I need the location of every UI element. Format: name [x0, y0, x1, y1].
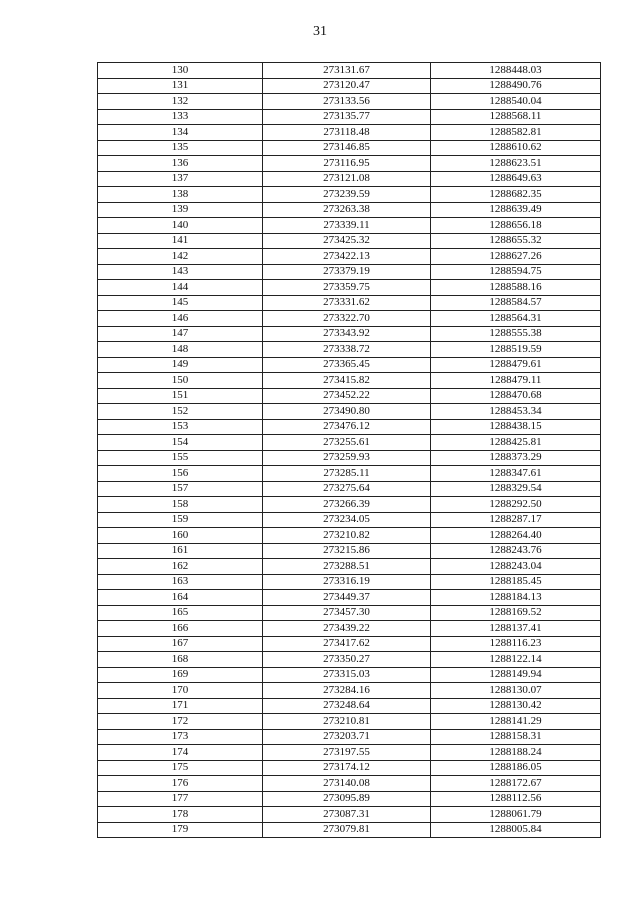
point-number-cell: 149	[98, 357, 263, 373]
x-coordinate-cell: 273322.70	[263, 311, 431, 327]
table-row	[98, 776, 601, 792]
y-coordinate-cell: 1288130.42	[431, 698, 601, 714]
point-number-cell: 134	[98, 125, 263, 141]
x-coordinate-cell: 273452.22	[263, 388, 431, 404]
x-coordinate-cell: 273315.03	[263, 667, 431, 683]
point-number-cell: 136	[98, 156, 263, 172]
point-number-cell: 132	[98, 94, 263, 110]
table-row	[98, 125, 601, 141]
point-number-cell: 137	[98, 171, 263, 187]
x-coordinate-cell: 273417.62	[263, 636, 431, 652]
point-number-cell: 160	[98, 528, 263, 544]
y-coordinate-cell: 1288169.52	[431, 605, 601, 621]
y-coordinate-cell: 1288623.51	[431, 156, 601, 172]
y-coordinate-cell: 1288627.26	[431, 249, 601, 265]
table-row	[98, 218, 601, 234]
x-coordinate-cell: 273285.11	[263, 466, 431, 482]
point-number-cell: 170	[98, 683, 263, 699]
x-coordinate-cell: 273234.05	[263, 512, 431, 528]
y-coordinate-cell: 1288555.38	[431, 326, 601, 342]
x-coordinate-cell: 273121.08	[263, 171, 431, 187]
y-coordinate-cell: 1288519.59	[431, 342, 601, 358]
table-row	[98, 714, 601, 730]
table-row	[98, 373, 601, 389]
y-coordinate-cell: 1288682.35	[431, 187, 601, 203]
point-number-cell: 153	[98, 419, 263, 435]
point-number-cell: 178	[98, 807, 263, 823]
point-number-cell: 163	[98, 574, 263, 590]
table-row	[98, 156, 601, 172]
y-coordinate-cell: 1288172.67	[431, 776, 601, 792]
x-coordinate-cell: 273379.19	[263, 264, 431, 280]
y-coordinate-cell: 1288061.79	[431, 807, 601, 823]
x-coordinate-cell: 273350.27	[263, 652, 431, 668]
x-coordinate-cell: 273266.39	[263, 497, 431, 513]
x-coordinate-cell: 273116.95	[263, 156, 431, 172]
point-number-cell: 179	[98, 822, 263, 838]
point-number-cell: 158	[98, 497, 263, 513]
table-row	[98, 63, 601, 79]
y-coordinate-cell: 1288329.54	[431, 481, 601, 497]
table-row	[98, 280, 601, 296]
point-number-cell: 172	[98, 714, 263, 730]
table-row	[98, 807, 601, 823]
y-coordinate-cell: 1288186.05	[431, 760, 601, 776]
y-coordinate-cell: 1288141.29	[431, 714, 601, 730]
y-coordinate-cell: 1288568.11	[431, 109, 601, 125]
x-coordinate-cell: 273449.37	[263, 590, 431, 606]
y-coordinate-cell: 1288564.31	[431, 311, 601, 327]
y-coordinate-cell: 1288347.61	[431, 466, 601, 482]
table-row	[98, 264, 601, 280]
x-coordinate-cell: 273359.75	[263, 280, 431, 296]
x-coordinate-cell: 273425.32	[263, 233, 431, 249]
y-coordinate-cell: 1288656.18	[431, 218, 601, 234]
point-number-cell: 173	[98, 729, 263, 745]
y-coordinate-cell: 1288188.24	[431, 745, 601, 761]
x-coordinate-cell: 273079.81	[263, 822, 431, 838]
point-number-cell: 148	[98, 342, 263, 358]
x-coordinate-cell: 273120.47	[263, 78, 431, 94]
x-coordinate-cell: 273135.77	[263, 109, 431, 125]
x-coordinate-cell: 273133.56	[263, 94, 431, 110]
point-number-cell: 138	[98, 187, 263, 203]
x-coordinate-cell: 273422.13	[263, 249, 431, 265]
y-coordinate-cell: 1288122.14	[431, 652, 601, 668]
point-number-cell: 161	[98, 543, 263, 559]
table-row	[98, 94, 601, 110]
x-coordinate-cell: 273343.92	[263, 326, 431, 342]
x-coordinate-cell: 273215.86	[263, 543, 431, 559]
y-coordinate-cell: 1288588.16	[431, 280, 601, 296]
table-row	[98, 342, 601, 358]
x-coordinate-cell: 273259.93	[263, 450, 431, 466]
x-coordinate-cell: 273263.38	[263, 202, 431, 218]
y-coordinate-cell: 1288243.76	[431, 543, 601, 559]
table-row	[98, 249, 601, 265]
point-number-cell: 155	[98, 450, 263, 466]
y-coordinate-cell: 1288479.61	[431, 357, 601, 373]
table-row	[98, 528, 601, 544]
y-coordinate-cell: 1288185.45	[431, 574, 601, 590]
point-number-cell: 176	[98, 776, 263, 792]
y-coordinate-cell: 1288594.75	[431, 264, 601, 280]
x-coordinate-cell: 273197.55	[263, 745, 431, 761]
table-row	[98, 404, 601, 420]
table-row	[98, 605, 601, 621]
table-row	[98, 388, 601, 404]
x-coordinate-cell: 273248.64	[263, 698, 431, 714]
table-row	[98, 187, 601, 203]
y-coordinate-cell: 1288264.40	[431, 528, 601, 544]
y-coordinate-cell: 1288287.17	[431, 512, 601, 528]
table-row	[98, 590, 601, 606]
table-row	[98, 481, 601, 497]
table-row	[98, 326, 601, 342]
point-number-cell: 165	[98, 605, 263, 621]
table-row	[98, 311, 601, 327]
x-coordinate-cell: 273338.72	[263, 342, 431, 358]
y-coordinate-cell: 1288116.23	[431, 636, 601, 652]
x-coordinate-cell: 273284.16	[263, 683, 431, 699]
table-row	[98, 574, 601, 590]
point-number-cell: 166	[98, 621, 263, 637]
point-number-cell: 177	[98, 791, 263, 807]
x-coordinate-cell: 273210.81	[263, 714, 431, 730]
table-row	[98, 295, 601, 311]
point-number-cell: 146	[98, 311, 263, 327]
table-row	[98, 621, 601, 637]
x-coordinate-cell: 273365.45	[263, 357, 431, 373]
table-row	[98, 652, 601, 668]
x-coordinate-cell: 273131.67	[263, 63, 431, 79]
point-number-cell: 144	[98, 280, 263, 296]
table-row	[98, 745, 601, 761]
y-coordinate-cell: 1288584.57	[431, 295, 601, 311]
point-number-cell: 143	[98, 264, 263, 280]
table-row	[98, 822, 601, 838]
point-number-cell: 162	[98, 559, 263, 575]
table-row	[98, 497, 601, 513]
x-coordinate-cell: 273087.31	[263, 807, 431, 823]
x-coordinate-cell: 273439.22	[263, 621, 431, 637]
x-coordinate-cell: 273174.12	[263, 760, 431, 776]
table-row	[98, 233, 601, 249]
x-coordinate-cell: 273210.82	[263, 528, 431, 544]
table-row	[98, 683, 601, 699]
point-number-cell: 145	[98, 295, 263, 311]
table-row	[98, 466, 601, 482]
table-row	[98, 543, 601, 559]
point-number-cell: 142	[98, 249, 263, 265]
point-number-cell: 140	[98, 218, 263, 234]
y-coordinate-cell: 1288137.41	[431, 621, 601, 637]
x-coordinate-cell: 273415.82	[263, 373, 431, 389]
table-row	[98, 140, 601, 156]
y-coordinate-cell: 1288438.15	[431, 419, 601, 435]
x-coordinate-cell: 273140.08	[263, 776, 431, 792]
table-row	[98, 791, 601, 807]
y-coordinate-cell: 1288158.31	[431, 729, 601, 745]
x-coordinate-cell: 273095.89	[263, 791, 431, 807]
y-coordinate-cell: 1288655.32	[431, 233, 601, 249]
y-coordinate-cell: 1288425.81	[431, 435, 601, 451]
y-coordinate-cell: 1288149.94	[431, 667, 601, 683]
table-row	[98, 729, 601, 745]
x-coordinate-cell: 273331.62	[263, 295, 431, 311]
x-coordinate-cell: 273146.85	[263, 140, 431, 156]
table-row	[98, 78, 601, 94]
coordinates-table	[97, 62, 601, 838]
x-coordinate-cell: 273239.59	[263, 187, 431, 203]
table-row	[98, 202, 601, 218]
point-number-cell: 169	[98, 667, 263, 683]
y-coordinate-cell: 1288448.03	[431, 63, 601, 79]
point-number-cell: 156	[98, 466, 263, 482]
table-row	[98, 357, 601, 373]
x-coordinate-cell: 273288.51	[263, 559, 431, 575]
point-number-cell: 139	[98, 202, 263, 218]
table-row	[98, 435, 601, 451]
y-coordinate-cell: 1288005.84	[431, 822, 601, 838]
y-coordinate-cell: 1288292.50	[431, 497, 601, 513]
table-row	[98, 667, 601, 683]
x-coordinate-cell: 273275.64	[263, 481, 431, 497]
table-row	[98, 636, 601, 652]
y-coordinate-cell: 1288639.49	[431, 202, 601, 218]
point-number-cell: 141	[98, 233, 263, 249]
y-coordinate-cell: 1288243.04	[431, 559, 601, 575]
x-coordinate-cell: 273203.71	[263, 729, 431, 745]
y-coordinate-cell: 1288453.34	[431, 404, 601, 420]
table-row	[98, 450, 601, 466]
x-coordinate-cell: 273476.12	[263, 419, 431, 435]
point-number-cell: 164	[98, 590, 263, 606]
table-row	[98, 419, 601, 435]
y-coordinate-cell: 1288184.13	[431, 590, 601, 606]
table-row	[98, 559, 601, 575]
y-coordinate-cell: 1288470.68	[431, 388, 601, 404]
table-row	[98, 512, 601, 528]
x-coordinate-cell: 273316.19	[263, 574, 431, 590]
point-number-cell: 152	[98, 404, 263, 420]
point-number-cell: 151	[98, 388, 263, 404]
point-number-cell: 174	[98, 745, 263, 761]
x-coordinate-cell: 273457.30	[263, 605, 431, 621]
y-coordinate-cell: 1288582.81	[431, 125, 601, 141]
y-coordinate-cell: 1288130.07	[431, 683, 601, 699]
point-number-cell: 130	[98, 63, 263, 79]
x-coordinate-cell: 273255.61	[263, 435, 431, 451]
point-number-cell: 154	[98, 435, 263, 451]
point-number-cell: 135	[98, 140, 263, 156]
point-number-cell: 175	[98, 760, 263, 776]
y-coordinate-cell: 1288540.04	[431, 94, 601, 110]
y-coordinate-cell: 1288649.63	[431, 171, 601, 187]
point-number-cell: 157	[98, 481, 263, 497]
x-coordinate-cell: 273490.80	[263, 404, 431, 420]
table-row	[98, 109, 601, 125]
y-coordinate-cell: 1288373.29	[431, 450, 601, 466]
x-coordinate-cell: 273339.11	[263, 218, 431, 234]
point-number-cell: 133	[98, 109, 263, 125]
table-row	[98, 171, 601, 187]
point-number-cell: 168	[98, 652, 263, 668]
x-coordinate-cell: 273118.48	[263, 125, 431, 141]
y-coordinate-cell: 1288112.56	[431, 791, 601, 807]
table-row	[98, 698, 601, 714]
page-number: 31	[313, 24, 327, 39]
point-number-cell: 171	[98, 698, 263, 714]
point-number-cell: 131	[98, 78, 263, 94]
point-number-cell: 167	[98, 636, 263, 652]
coordinates-table-body	[98, 63, 601, 838]
y-coordinate-cell: 1288610.62	[431, 140, 601, 156]
table-row	[98, 760, 601, 776]
y-coordinate-cell: 1288479.11	[431, 373, 601, 389]
point-number-cell: 150	[98, 373, 263, 389]
y-coordinate-cell: 1288490.76	[431, 78, 601, 94]
point-number-cell: 159	[98, 512, 263, 528]
point-number-cell: 147	[98, 326, 263, 342]
